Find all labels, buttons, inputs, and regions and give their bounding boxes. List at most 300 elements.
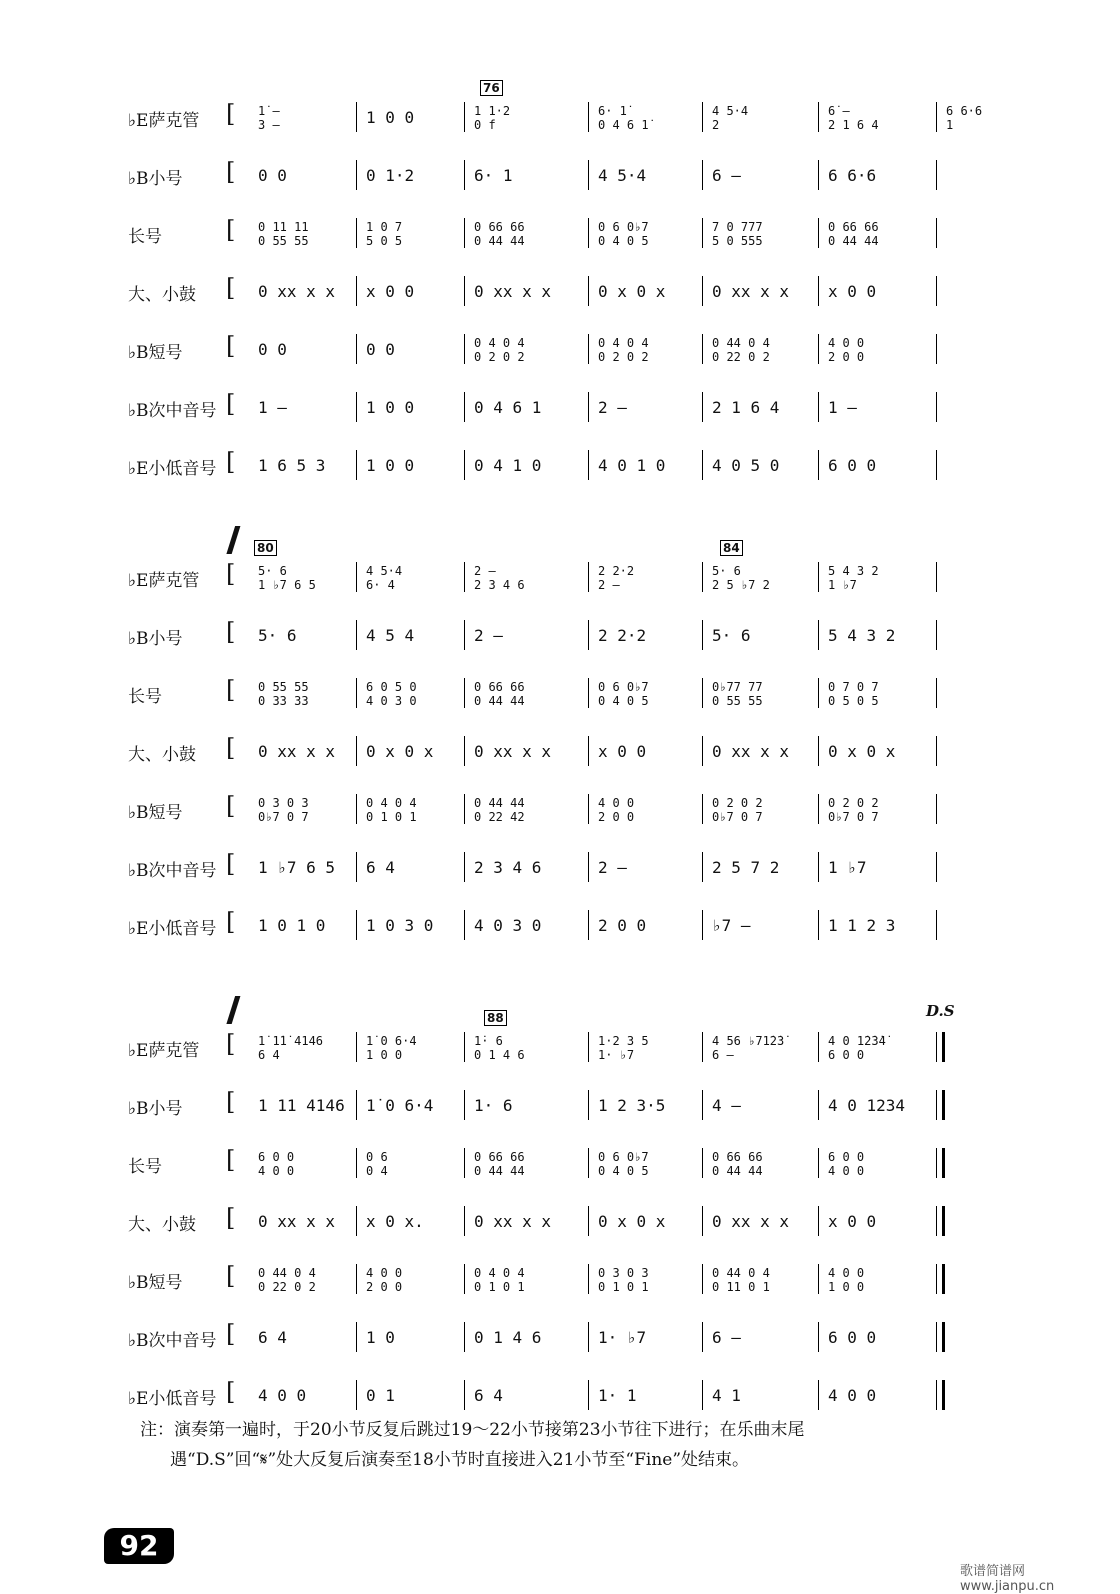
barline — [588, 1264, 589, 1294]
staff-bracket: [ — [226, 274, 236, 302]
barline — [818, 1380, 819, 1410]
measure-cell: 0 xx x x — [258, 282, 336, 301]
instrument-label: 大、小鼓 — [128, 745, 196, 765]
measure-cell: 0 xx x x — [712, 1212, 790, 1231]
barline — [936, 620, 937, 650]
measure-cell: 1·2 3 5 1· ♭7 — [598, 1034, 649, 1062]
measure-cell: 6 0 5 0 4 0 3 0 — [366, 680, 417, 708]
barline — [464, 1264, 465, 1294]
staff-bracket: [ — [226, 1146, 236, 1174]
instrument-label: ♭E萨克管 — [128, 111, 200, 131]
page-number: 92 — [104, 1528, 174, 1564]
measure-cell: 0 44 0 4 0 11 0 1 — [712, 1266, 770, 1294]
measure-cell: 0 6 0 4 — [366, 1150, 388, 1178]
barline — [356, 218, 357, 248]
final-barline — [942, 1322, 945, 1352]
measure-cell: 5 4 3 2 1 ♭7 — [828, 564, 879, 592]
staff-bracket: [ — [226, 1030, 236, 1058]
measure-cell: 0 66 66 0 44 44 — [474, 220, 525, 248]
barline — [818, 794, 819, 824]
barline — [936, 910, 937, 940]
measure-cell: 1 0 3 0 — [366, 916, 434, 935]
barline — [936, 1032, 937, 1062]
measure-cell: 2 3 4 6 — [474, 858, 542, 877]
barline — [936, 450, 937, 480]
barline — [588, 1032, 589, 1062]
measure-cell: 2 0 0 — [598, 916, 647, 935]
measure-cell: 0 3 0 3 0 1 0 1 — [598, 1266, 649, 1294]
performance-note — [140, 1415, 960, 1475]
barline — [356, 1322, 357, 1352]
instrument-label: ♭E小低音号 — [128, 459, 217, 479]
barline — [702, 852, 703, 882]
instrument-label: ♭B小号 — [128, 629, 183, 649]
measure-cell: x 0 x. — [366, 1212, 424, 1231]
measure-cell: 0 1 4 6 — [474, 1328, 542, 1347]
barline — [464, 620, 465, 650]
measure-cell: 1 2 3·5 — [598, 1096, 666, 1115]
dal-segno-mark: D.S — [926, 1002, 955, 1020]
measure-cell: 2 1 6 4 — [712, 398, 780, 417]
measure-cell: 0 4 6 1 — [474, 398, 542, 417]
measure-cell: x 0 0 — [366, 282, 415, 301]
barline — [464, 562, 465, 592]
measure-cell: 6· 1 — [474, 166, 513, 185]
barline — [818, 1148, 819, 1178]
barline — [588, 334, 589, 364]
measure-cell: 4 0 0 2 0 0 — [598, 796, 635, 824]
barline — [356, 1148, 357, 1178]
measure-cell: 0 7 0 7 0 5 0 5 — [828, 680, 879, 708]
measure-cell: 4 0 0 1 0 0 — [828, 1266, 865, 1294]
barline — [702, 736, 703, 766]
instrument-label: ♭B短号 — [128, 343, 183, 363]
measure-cell: 0 2 0 2 0♭7 0 7 — [712, 796, 763, 824]
barline — [464, 1322, 465, 1352]
instrument-label: ♭B次中音号 — [128, 1331, 217, 1351]
barline — [356, 678, 357, 708]
barline — [464, 678, 465, 708]
barline — [464, 1206, 465, 1236]
measure-cell: 4 5 4 — [366, 626, 415, 645]
barline — [818, 1032, 819, 1062]
measure-cell: 0 66 66 0 44 44 — [712, 1150, 763, 1178]
barline — [356, 794, 357, 824]
barline — [588, 218, 589, 248]
barline — [702, 620, 703, 650]
measure-number: 80 — [254, 540, 277, 556]
measure-number: 76 — [480, 80, 503, 96]
measure-cell: 0 x 0 x — [598, 1212, 666, 1231]
barline — [818, 102, 819, 132]
barline — [464, 334, 465, 364]
measure-cell: 0 44 44 0 22 42 — [474, 796, 525, 824]
measure-cell: 1 – — [258, 398, 287, 417]
measure-cell: 0 x 0 x — [366, 742, 434, 761]
barline — [464, 910, 465, 940]
measure-cell: 0 0 — [258, 340, 287, 359]
barline — [818, 620, 819, 650]
barline — [356, 562, 357, 592]
barline — [936, 678, 937, 708]
measure-cell: 4 0 1 0 — [598, 456, 666, 475]
staff-bracket: [ — [226, 850, 236, 878]
instrument-label: ♭B小号 — [128, 1099, 183, 1119]
barline — [464, 1380, 465, 1410]
instrument-label: ♭B短号 — [128, 1273, 183, 1293]
measure-cell: 2 – — [598, 398, 627, 417]
measure-cell: 6 – — [712, 1328, 741, 1347]
measure-cell: 0 x 0 x — [828, 742, 896, 761]
measure-cell: 2 – 2 3 4 6 — [474, 564, 525, 592]
barline — [588, 910, 589, 940]
barline — [702, 1380, 703, 1410]
barline — [588, 392, 589, 422]
barline — [588, 102, 589, 132]
barline — [464, 160, 465, 190]
barline — [588, 1322, 589, 1352]
barline — [588, 794, 589, 824]
barline — [936, 102, 937, 132]
barline — [356, 1032, 357, 1062]
note-line-1: 注：演奏第一遍时，于20小节反复后跳过19～22小节接第23小节往下进行；在乐曲末尾 — [140, 1420, 805, 1440]
barline — [936, 334, 937, 364]
barline — [356, 1380, 357, 1410]
measure-cell: 1̇ 0 6·4 1 0 0 — [366, 1034, 417, 1062]
barline — [936, 736, 937, 766]
barline — [936, 1264, 937, 1294]
instrument-label: 长号 — [128, 227, 162, 247]
final-barline — [942, 1380, 945, 1410]
measure-cell: 5· 6 — [258, 626, 297, 645]
staff-bracket: [ — [226, 1262, 236, 1290]
measure-cell: 4 1 — [712, 1386, 741, 1405]
note-line-2: 遇“D.S”回“𝄋”处大反复后演奏至18小节时直接进入21小节至“Fine”处结束。 — [170, 1450, 750, 1470]
final-barline — [942, 1090, 945, 1120]
barline — [588, 620, 589, 650]
measure-cell: 0 xx x x — [712, 282, 790, 301]
instrument-label: 大、小鼓 — [128, 1215, 196, 1235]
measure-cell: 4 5·4 6· 4 — [366, 564, 403, 592]
measure-cell: 4 5·4 2 — [712, 104, 749, 132]
measure-cell: 0 xx x x — [258, 1212, 336, 1231]
measure-cell: 6 0 0 — [828, 1328, 877, 1347]
measure-cell: 6 0 0 4 0 0 — [828, 1150, 865, 1178]
barline — [356, 1264, 357, 1294]
barline — [464, 276, 465, 306]
measure-cell: 6 0 0 — [828, 456, 877, 475]
measure-cell: 1 – — [828, 398, 857, 417]
barline — [702, 276, 703, 306]
measure-cell: 4 – — [712, 1096, 741, 1115]
measure-cell: 0 66 66 0 44 44 — [474, 1150, 525, 1178]
barline — [464, 1148, 465, 1178]
barline — [356, 1090, 357, 1120]
barline — [702, 1148, 703, 1178]
measure-number: 84 — [720, 540, 743, 556]
measure-cell: 1 11 4146 — [258, 1096, 345, 1115]
barline — [588, 160, 589, 190]
barline — [702, 334, 703, 364]
measure-cell: 0 1·2 — [366, 166, 415, 185]
barline — [464, 736, 465, 766]
measure-cell: 4 0 0 — [828, 1386, 877, 1405]
staff-bracket: [ — [226, 1320, 236, 1348]
measure-cell: 6 6·6 — [828, 166, 877, 185]
staff-bracket: [ — [226, 448, 236, 476]
staff-bracket: [ — [226, 560, 236, 588]
barline — [702, 910, 703, 940]
measure-cell: 0 4 1 0 — [474, 456, 542, 475]
barline — [464, 794, 465, 824]
measure-cell: 5· 6 1 ♭7 6 5 — [258, 564, 316, 592]
measure-cell: 0 6 0♭7 0 4 0 5 — [598, 680, 649, 708]
watermark: 歌谱简谱网 www.jianpu.cn — [960, 1564, 1055, 1594]
barline — [702, 794, 703, 824]
measure-number: 88 — [484, 1010, 507, 1026]
barline — [588, 1090, 589, 1120]
measure-cell: 6 0 0 4 0 0 — [258, 1150, 295, 1178]
barline — [936, 1148, 937, 1178]
measure-cell: 0 0 — [366, 340, 395, 359]
barline — [702, 218, 703, 248]
measure-cell: 2 – — [474, 626, 503, 645]
barline — [818, 160, 819, 190]
barline — [936, 392, 937, 422]
measure-cell: 0 4 0 4 0 1 0 1 — [474, 1266, 525, 1294]
measure-cell: 0 x 0 x — [598, 282, 666, 301]
measure-cell: 1 0 — [366, 1328, 395, 1347]
instrument-label: ♭B次中音号 — [128, 861, 217, 881]
measure-cell: 6 4 — [258, 1328, 287, 1347]
barline — [356, 334, 357, 364]
measure-cell: 0 xx x x — [474, 282, 552, 301]
barline — [818, 1090, 819, 1120]
barline — [936, 276, 937, 306]
barline — [818, 218, 819, 248]
instrument-label: 长号 — [128, 687, 162, 707]
instrument-label: ♭E萨克管 — [128, 571, 200, 591]
staff-bracket: [ — [226, 1088, 236, 1116]
measure-cell: 1 ♭7 6 5 — [258, 858, 336, 877]
barline — [356, 852, 357, 882]
staff-bracket: [ — [226, 158, 236, 186]
measure-cell: 1̇ 1̇1̇ 4146 6 4 — [258, 1034, 324, 1062]
barline — [818, 562, 819, 592]
measure-cell: 0 11 11 0 55 55 — [258, 220, 309, 248]
barline — [936, 1206, 937, 1236]
barline — [356, 736, 357, 766]
measure-cell: 0 6 0♭7 0 4 0 5 — [598, 220, 649, 248]
measure-cell: 1 0 0 — [366, 398, 415, 417]
measure-cell: 0 66 66 0 44 44 — [828, 220, 879, 248]
staff-bracket: [ — [226, 676, 236, 704]
barline — [702, 102, 703, 132]
measure-cell: 1̇ – 3 – — [258, 104, 280, 132]
barline — [702, 160, 703, 190]
measure-cell: 4 0 5 0 — [712, 456, 780, 475]
barline — [702, 1322, 703, 1352]
barline — [818, 852, 819, 882]
barline — [818, 276, 819, 306]
barline — [818, 392, 819, 422]
barline — [702, 392, 703, 422]
barline — [818, 678, 819, 708]
instrument-label: ♭E萨克管 — [128, 1041, 200, 1061]
barline — [588, 852, 589, 882]
barline — [464, 450, 465, 480]
instrument-label: ♭B小号 — [128, 169, 183, 189]
instrument-label: ♭E小低音号 — [128, 1389, 217, 1409]
measure-cell: 1· ♭7 — [598, 1328, 647, 1347]
measure-cell: 4 0 0 2 0 0 — [366, 1266, 403, 1294]
measure-cell: 0 1 — [366, 1386, 395, 1405]
measure-cell: x 0 0 — [598, 742, 647, 761]
barline — [588, 678, 589, 708]
barline — [588, 1148, 589, 1178]
measure-cell: 1̇· 6 0 1 4 6 — [474, 1034, 525, 1062]
barline — [936, 794, 937, 824]
measure-cell: 1 6 5 3 — [258, 456, 326, 475]
staff-bracket: [ — [226, 390, 236, 418]
instrument-label: ♭B次中音号 — [128, 401, 217, 421]
measure-cell: 0 4 0 4 0 2 0 2 — [598, 336, 649, 364]
measure-cell: 4 5·4 — [598, 166, 647, 185]
barline — [356, 450, 357, 480]
measure-cell: 0 6 0♭7 0 4 0 5 — [598, 1150, 649, 1178]
measure-cell: 6 – — [712, 166, 741, 185]
instrument-label: 长号 — [128, 1157, 162, 1177]
measure-cell: 2 2·2 2 – — [598, 564, 635, 592]
barline — [588, 450, 589, 480]
instrument-label: ♭B短号 — [128, 803, 183, 823]
measure-cell: 5 4 3 2 — [828, 626, 896, 645]
barline — [356, 910, 357, 940]
measure-cell: 7 0 777 5 0 555 — [712, 220, 763, 248]
barline — [702, 562, 703, 592]
barline — [702, 678, 703, 708]
barline — [464, 852, 465, 882]
measure-cell: 0 xx x x — [258, 742, 336, 761]
measure-cell: 2 2·2 — [598, 626, 647, 645]
measure-cell: 0 xx x x — [474, 1212, 552, 1231]
barline — [818, 910, 819, 940]
barline — [702, 1032, 703, 1062]
measure-cell: 6· 1̇ 0 4 6 1̇ — [598, 104, 649, 132]
measure-cell: 0 xx x x — [712, 742, 790, 761]
barline — [588, 736, 589, 766]
barline — [936, 852, 937, 882]
measure-cell: 4 0 0 — [258, 1386, 307, 1405]
staff-bracket: [ — [226, 734, 236, 762]
barline — [818, 736, 819, 766]
measure-cell: 1· 6 — [474, 1096, 513, 1115]
measure-cell: 1 ♭7 — [828, 858, 867, 877]
final-barline — [942, 1148, 945, 1178]
measure-cell: 1 0 0 — [366, 456, 415, 475]
measure-cell: 4 0 1234 — [828, 1096, 906, 1115]
staff-bracket: [ — [226, 1204, 236, 1232]
measure-cell: 0♭77 77 0 55 55 — [712, 680, 763, 708]
barline — [356, 102, 357, 132]
instrument-label: ♭E小低音号 — [128, 919, 217, 939]
measure-cell: 6̇ – 2 1 6 4 — [828, 104, 879, 132]
measure-cell: 0 4 0 4 0 1 0 1 — [366, 796, 417, 824]
measure-cell: 0 xx x x — [474, 742, 552, 761]
barline — [702, 1264, 703, 1294]
measure-cell: 0 3 0 3 0♭7 0 7 — [258, 796, 309, 824]
staff-bracket: [ — [226, 332, 236, 360]
measure-cell: 1· 1 — [598, 1386, 637, 1405]
staff-bracket: [ — [226, 792, 236, 820]
measure-cell: 0 0 — [258, 166, 287, 185]
measure-cell: 1 0 1 0 — [258, 916, 326, 935]
barline — [356, 620, 357, 650]
barline — [818, 450, 819, 480]
barline — [464, 1032, 465, 1062]
barline — [356, 1206, 357, 1236]
barline — [464, 392, 465, 422]
measure-cell: 1̇ 0 6·4 — [366, 1096, 434, 1115]
measure-cell: 0 4 0 4 0 2 0 2 — [474, 336, 525, 364]
barline — [936, 1380, 937, 1410]
measure-cell: 5· 6 — [712, 626, 751, 645]
measure-cell: 1 0 7 5 0 5 — [366, 220, 403, 248]
barline — [818, 334, 819, 364]
barline — [588, 1380, 589, 1410]
barline — [356, 160, 357, 190]
measure-cell: 0 44 0 4 0 22 0 2 — [258, 1266, 316, 1294]
measure-cell: 0 2 0 2 0♭7 0 7 — [828, 796, 879, 824]
measure-cell: 5· 6 2 5 ♭7 2 — [712, 564, 770, 592]
barline — [702, 1206, 703, 1236]
measure-cell: 4 0 0 2 0 0 — [828, 336, 865, 364]
instrument-label: 大、小鼓 — [128, 285, 196, 305]
measure-cell: 6 4 — [366, 858, 395, 877]
barline — [936, 1322, 937, 1352]
measure-cell: 4 0 1̇2̇3̇4̇ 6 0 0 — [828, 1034, 886, 1062]
barline — [588, 276, 589, 306]
barline — [356, 392, 357, 422]
barline — [356, 276, 357, 306]
measure-cell: 0 44 0 4 0 22 0 2 — [712, 336, 770, 364]
measure-cell: 6 4 — [474, 1386, 503, 1405]
barline — [702, 1090, 703, 1120]
staff-bracket: [ — [226, 908, 236, 936]
barline — [588, 1206, 589, 1236]
measure-cell: 1 1·2 0 f — [474, 104, 511, 132]
measure-cell: 4 0 3 0 — [474, 916, 542, 935]
measure-cell: 2 5 7 2 — [712, 858, 780, 877]
barline — [936, 1090, 937, 1120]
barline — [818, 1322, 819, 1352]
staff-bracket: [ — [226, 216, 236, 244]
measure-cell: 1 0 0 — [366, 108, 415, 127]
final-barline — [942, 1206, 945, 1236]
measure-cell: 1 1 2 3 — [828, 916, 896, 935]
barline — [936, 562, 937, 592]
barline — [464, 102, 465, 132]
barline — [464, 1090, 465, 1120]
barline — [464, 218, 465, 248]
barline — [702, 450, 703, 480]
measure-cell: 2 – — [598, 858, 627, 877]
staff-bracket: [ — [226, 1378, 236, 1406]
measure-cell: 6 6·6 1 — [946, 104, 983, 132]
final-barline — [942, 1264, 945, 1294]
barline — [818, 1264, 819, 1294]
barline — [588, 562, 589, 592]
